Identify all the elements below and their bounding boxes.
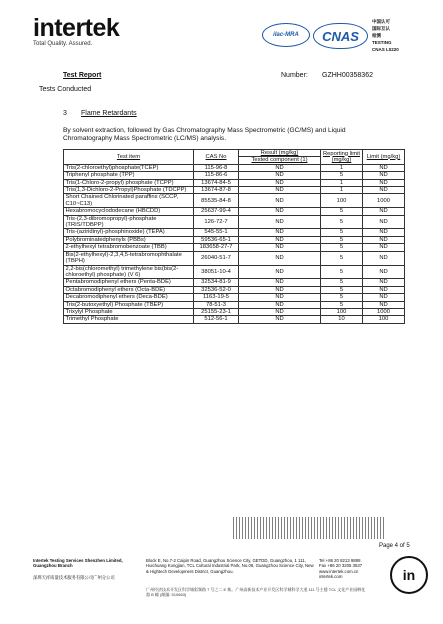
cell-limit: ND	[363, 179, 405, 186]
header-limit: Limit (mg/kg)	[363, 150, 405, 165]
cell-test-item: Short Chained Chlorinated paraffins (SCCP, C10~C13)	[64, 194, 194, 208]
cell-reporting-limit: 10	[321, 316, 363, 323]
cell-test-item: Trimethyl Phosphate	[64, 316, 194, 323]
cell-limit: 1000	[363, 194, 405, 208]
acc-line: 国际互认	[372, 26, 390, 31]
cell-result: ND	[239, 236, 321, 243]
cell-cas-no: 183658-27-7	[194, 244, 239, 251]
cell-test-item: Octabromodiphenyl ethers (Octa-BDE)	[64, 286, 194, 293]
cell-limit: ND	[363, 244, 405, 251]
cell-test-item: Tris(2-chloroethyl)phosphate(TCEP)	[64, 164, 194, 171]
cell-result: ND	[239, 308, 321, 315]
table-row	[64, 215, 405, 229]
cell-limit: ND	[363, 286, 405, 293]
section-number: 3	[63, 110, 67, 117]
table-row	[64, 187, 405, 194]
cell-reporting-limit: 5	[321, 279, 363, 286]
cell-reporting-limit: 1	[321, 187, 363, 194]
cell-reporting-limit: 5	[321, 215, 363, 229]
cell-test-item: Polybrominatedphenyls (PBBs)	[64, 236, 194, 243]
cell-test-item: Hexabromocyclododecane (HBCDD)	[64, 208, 194, 215]
cell-cas-no: 13674-87-8	[194, 187, 239, 194]
table-row	[64, 229, 405, 236]
footer-address-cn: 广州经济技术开发区科学城彩频路 7 号之二 E 栋。广州高新技术产业开发区科学城科学大道 111 号主楼 TCL 文化产业园孵化器 B 幢 (邮编: 510663)	[146, 587, 366, 598]
acc-line: CNAS L0220	[372, 47, 399, 52]
perforation-stamp	[233, 517, 385, 539]
cell-cas-no: 25637-99-4	[194, 208, 239, 215]
cell-reporting-limit: 100	[321, 194, 363, 208]
page-number: Page 4 of 5	[379, 543, 410, 549]
cell-reporting-limit: 5	[321, 265, 363, 279]
cell-result: ND	[239, 172, 321, 179]
cell-reporting-limit: 5	[321, 172, 363, 179]
cell-limit: ND	[363, 164, 405, 171]
table-row	[64, 251, 405, 265]
footer-company-cn: 深圳天祥质量技术服务有限公司广州分公司	[33, 575, 115, 580]
cell-limit: ND	[363, 265, 405, 279]
cell-cas-no: 512-56-1	[194, 316, 239, 323]
table-row	[64, 316, 405, 323]
cell-test-item: Triphenyl phosphate (TPP)	[64, 172, 194, 179]
accreditation-text	[372, 18, 399, 53]
footer-fax: Fax +86 20 3205 3537	[319, 563, 363, 569]
cell-limit: ND	[363, 215, 405, 229]
cell-limit: ND	[363, 172, 405, 179]
cell-limit: ND	[363, 251, 405, 265]
cell-result: ND	[239, 316, 321, 323]
cell-cas-no: 78-51-3	[194, 301, 239, 308]
cell-result: ND	[239, 208, 321, 215]
header-test-item: Test item	[64, 150, 194, 165]
cell-reporting-limit: 1	[321, 179, 363, 186]
cell-cas-no: 25155-23-1	[194, 308, 239, 315]
cell-cas-no: 32536-52-0	[194, 286, 239, 293]
section-description: By solvent extraction, followed by Gas Chromatography Mass Spectrometric (GC/MS) and Liquid Chromatography Mass Spectrometric (LC/MS) analysis.	[63, 127, 346, 142]
cell-reporting-limit: 5	[321, 286, 363, 293]
tests-conducted: Tests Conducted	[39, 86, 92, 93]
cell-cas-no: 59536-65-1	[194, 236, 239, 243]
table-row	[64, 244, 405, 251]
footer-site: intertek.com	[319, 574, 343, 580]
cell-cas-no: 1163-19-5	[194, 294, 239, 301]
cell-cas-no: 545-55-1	[194, 229, 239, 236]
table-row	[64, 301, 405, 308]
cell-cas-no: 115-96-8	[194, 164, 239, 171]
cell-limit: ND	[363, 208, 405, 215]
cell-result: ND	[239, 294, 321, 301]
cell-cas-no: 38051-10-4	[194, 265, 239, 279]
cell-cas-no: 85535-84-8	[194, 194, 239, 208]
cell-test-item: Tris(1-Chloro-2-propyl) phosphate (TCPP)	[64, 179, 194, 186]
cell-result: ND	[239, 187, 321, 194]
cell-reporting-limit: 100	[321, 308, 363, 315]
cell-limit: ND	[363, 236, 405, 243]
table-row	[64, 279, 405, 286]
cell-test-item: Tris(1,3-Dichloro-2-Propyl)Phosphate (TDCPP)	[64, 187, 194, 194]
report-number: GZHH00358362	[322, 72, 373, 79]
cell-limit: ND	[363, 229, 405, 236]
cell-reporting-limit: 1	[321, 164, 363, 171]
intertek-logo: intertek	[33, 14, 120, 42]
cell-result: ND	[239, 279, 321, 286]
cell-result: ND	[239, 194, 321, 208]
cell-cas-no: 26040-51-7	[194, 251, 239, 265]
cell-reporting-limit: 5	[321, 244, 363, 251]
cell-result: ND	[239, 244, 321, 251]
acc-line: 检测	[372, 33, 381, 38]
footer-contact	[319, 558, 389, 580]
table-row	[64, 164, 405, 171]
cell-limit: 1000	[363, 308, 405, 315]
cell-reporting-limit: 5	[321, 251, 363, 265]
cell-reporting-limit: 5	[321, 301, 363, 308]
cell-result: ND	[239, 301, 321, 308]
table-row	[64, 208, 405, 215]
header-result: Result (mg/kg)	[239, 150, 321, 157]
cell-test-item: 2,2-bis(chloromethyl) trimethylene bis(bis(2-chloroethyl) phosphate) (V 6)	[64, 265, 194, 279]
header-cas-no: CAS No	[194, 150, 239, 165]
cell-result: ND	[239, 179, 321, 186]
table-row	[64, 265, 405, 279]
cell-limit: ND	[363, 301, 405, 308]
cell-limit: ND	[363, 294, 405, 301]
ilac-mra-logo: ilac-MRA	[262, 23, 310, 47]
cell-test-item: Trixylyl Phosphate	[64, 308, 194, 315]
cell-limit: 100	[363, 316, 405, 323]
report-title: Test Report	[63, 72, 102, 79]
table-row	[64, 308, 405, 315]
cell-reporting-limit: 5	[321, 294, 363, 301]
table-row	[64, 286, 405, 293]
header-reporting-limit: Reporting limit (mg/kg)	[321, 150, 363, 165]
cell-test-item: Tris(2-butoxyethyl) Phosphate (TBEP)	[64, 301, 194, 308]
cell-cas-no: 115-86-6	[194, 172, 239, 179]
cnas-logo: CNAS	[313, 23, 368, 49]
intertek-in-badge: in	[390, 556, 428, 594]
table-row	[64, 179, 405, 186]
footer-tel: Tel +86 20 8213 9888	[319, 558, 361, 563]
cell-result: ND	[239, 229, 321, 236]
footer-company: Intertek Testing Services Shenzhen Limited, Guangzhou Branch	[33, 558, 123, 569]
cell-test-item: Tris-(2,3-dibromopropyl)-phosphate (TRIS/TDBPP)	[64, 215, 194, 229]
table-row	[64, 236, 405, 243]
cell-limit: ND	[363, 279, 405, 286]
cell-reporting-limit: 5	[321, 208, 363, 215]
section-title: Flame Retardants	[81, 110, 137, 117]
table-row	[64, 294, 405, 301]
cell-result: ND	[239, 251, 321, 265]
cell-test-item: Tris-(aziridinyl)-phosphinoxide) (TEPA)	[64, 229, 194, 236]
cell-result: ND	[239, 164, 321, 171]
cell-cas-no: 126-72-7	[194, 215, 239, 229]
cell-test-item: 2-ethylhexyl tetrabromobenzoate (TBB)	[64, 244, 194, 251]
footer-address: Block E, No.7-2 Caipin Road, Guangzhou Science City, GETDD, Guangzhou, 1 111, Huichuang Kongjian, TCL Cultural Industrial Park, No.09, Guangzhou Science City, New & Hightech Development District, Guangzhou.	[146, 558, 314, 574]
cell-test-item: Pentabromodiphenyl ethers (Penta-BDE)	[64, 279, 194, 286]
acc-line: TESTING	[372, 40, 392, 45]
cell-result: ND	[239, 215, 321, 229]
report-number-label: Number:	[281, 72, 308, 79]
cell-cas-no: 13674-84-5	[194, 179, 239, 186]
tagline: Total Quality. Assured.	[33, 41, 93, 47]
table-row	[64, 194, 405, 208]
cell-test-item: Bis(2-ethylhexyl)-2,3,4,5-tetrabromophthalate (TBPH)	[64, 251, 194, 265]
cell-reporting-limit: 5	[321, 229, 363, 236]
cell-result: ND	[239, 265, 321, 279]
cell-limit: ND	[363, 187, 405, 194]
table-row	[64, 172, 405, 179]
cell-reporting-limit: 5	[321, 236, 363, 243]
cell-cas-no: 32534-81-9	[194, 279, 239, 286]
acc-line: 中国认可	[372, 19, 390, 24]
cell-test-item: Decabromodiphenyl ethers (Deca-BDE)	[64, 294, 194, 301]
cell-result: ND	[239, 286, 321, 293]
results-table	[63, 149, 405, 324]
header-tested-component: Tested component (1)	[239, 157, 321, 164]
footer-email: www.intertek.com.cn	[319, 568, 359, 574]
